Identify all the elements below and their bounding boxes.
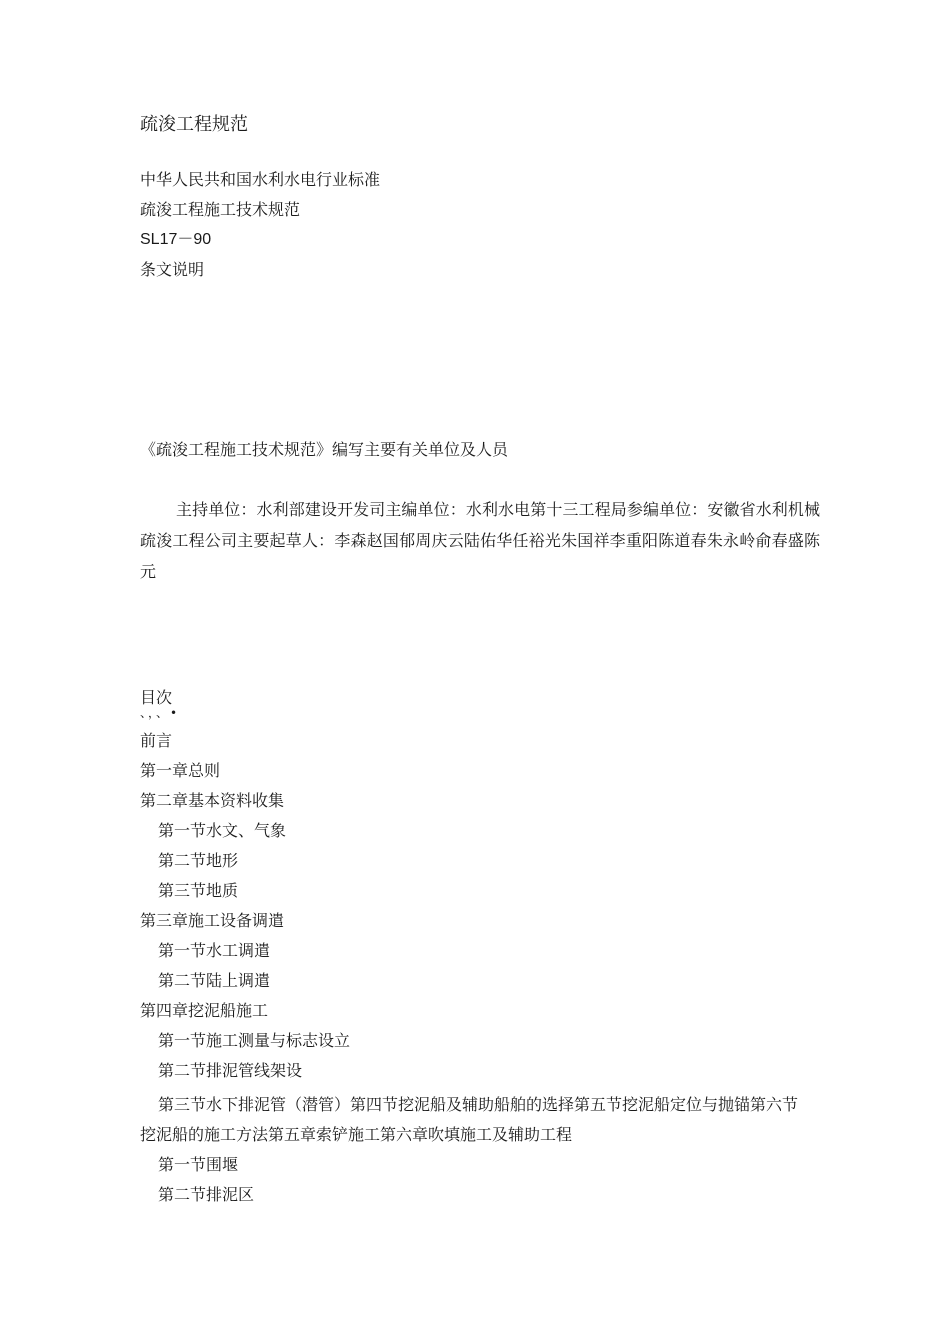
standard-name: 疏浚工程施工技术规范 (140, 200, 301, 219)
toc-item[interactable]: 第三章施工设备调遣 (140, 911, 285, 930)
table-of-contents (140, 726, 840, 1210)
authors-paragraph: 主持单位：水利部建设开发司主编单位：水利水电第十三工程局参编单位：安徽省水利机械疏浚工程公司主要起草人：李森赵国郁周庆云陆佑华任裕光朱国祥李重阳陈道春朱永岭俞春盛陈元 (140, 500, 820, 581)
toc-item[interactable]: 第二节排泥区 (158, 1185, 255, 1204)
toc-item[interactable]: 第一节水文、气象 (158, 821, 287, 840)
clause-explanation-label: 条文说明 (140, 260, 205, 279)
toc-title: 目次 (140, 688, 173, 707)
toc-item[interactable]: 第二节地形 (158, 851, 239, 870)
toc-item[interactable]: 第二章基本资料收集 (140, 791, 285, 810)
toc-item[interactable]: 第三节水下排泥管（潜管）第四节挖泥船及辅助船舶的选择第五节挖泥船定位与抛锚第六节挖泥船的施工方法第五章索铲施工第六章吹填施工及辅助工程 (140, 1095, 799, 1144)
document-title: 疏浚工程规范 (140, 114, 248, 135)
toc-item[interactable]: 前言 (140, 731, 173, 750)
toc-item[interactable]: 第一章总则 (140, 761, 221, 780)
toc-item[interactable]: 第一节围堰 (158, 1155, 239, 1174)
toc-item[interactable]: 第一节水工调遣 (158, 941, 271, 960)
standard-category: 中华人民共和国水利水电行业标准 (140, 170, 381, 189)
toc-item[interactable]: 第四章挖泥船施工 (140, 1001, 269, 1020)
standard-code: SL17－90 (140, 231, 212, 248)
authors-section-heading: 《疏浚工程施工技术规范》编写主要有关单位及人员 (140, 440, 509, 459)
toc-item[interactable]: 第二节陆上调遣 (158, 971, 271, 990)
toc-item[interactable]: 第二节排泥管线架设 (158, 1061, 303, 1080)
toc-marks: 、，、• (140, 706, 180, 720)
toc-item[interactable]: 第一节施工测量与标志设立 (158, 1031, 351, 1050)
toc-item[interactable]: 第三节地质 (158, 881, 239, 900)
